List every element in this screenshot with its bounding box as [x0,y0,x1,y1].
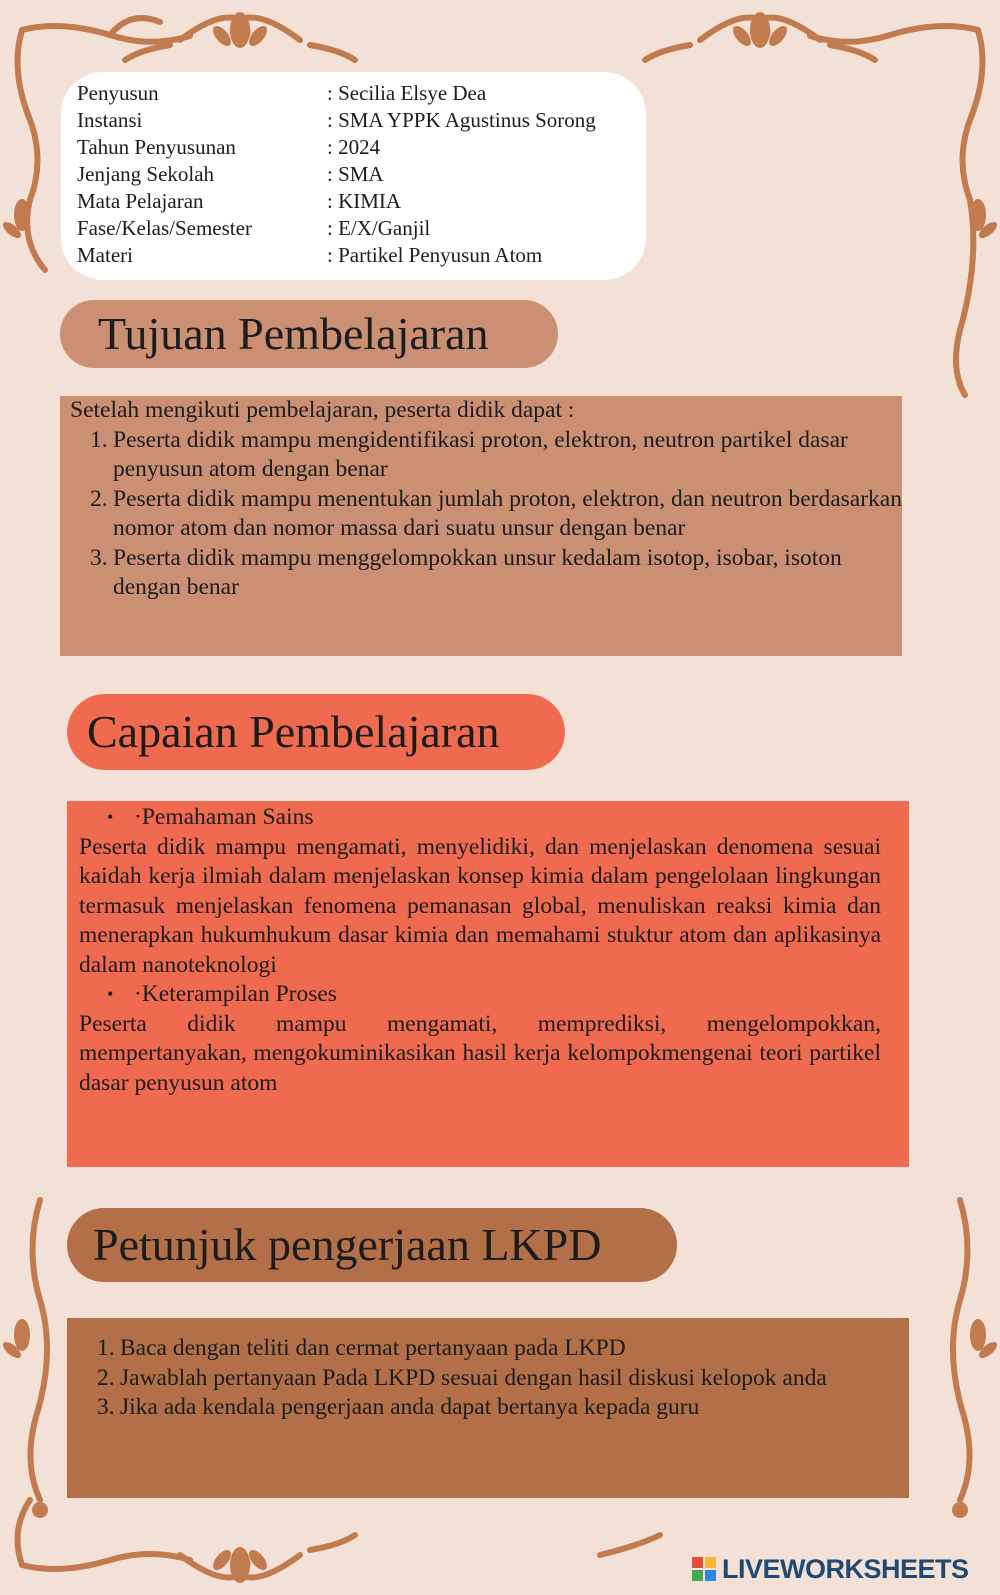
liveworksheets-text: LIVEWORKSHEETS [722,1553,969,1584]
tujuan-intro: Setelah mengikuti pembelajaran, peserta didik dapat : [70,397,575,423]
list-text: Baca dengan teliti dan cermat pertanyaan pada LKPD [120,1335,626,1361]
list-number: 3. [97,1394,115,1420]
list-item [70,544,902,603]
info-row [77,188,646,215]
info-row [77,242,646,269]
petunjuk-list [77,1334,869,1423]
list-number: 2. [97,1364,115,1391]
info-label: Jenjang Sekolah [77,162,215,186]
logo-square [692,1557,703,1568]
list-number: 3. [90,544,108,571]
petunjuk-box [67,1318,909,1498]
list-text: Peserta didik mampu menggelompokkan unsur kedalam isotop, isobar, isoton dengan benar [113,544,842,600]
tujuan-title: Tujuan Pembelajaran [60,300,558,368]
list-text: Jawablah pertanyaan Pada LKPD sesuai dengan hasil diskusi kelopok anda [120,1364,827,1391]
logo-square [692,1570,703,1581]
capaian-heading: • ·Pemahaman Sains [79,803,881,833]
capaian-box [67,801,909,1167]
list-text: Peserta didik mampu menentukan jumlah proton, elektron, dan neutron berdasarkan nomor atom dan nomor massa dari suatu unsur dengan benar [113,485,902,541]
info-value: : KIMIA [327,189,402,213]
capaian-heading: • ·Keterampilan Proses [79,980,881,1010]
info-row [77,80,646,107]
capaian-text: Peserta didik mampu mengamati, memprediksi, mengelompokkan, mempertanyakan, mengokuminikasikan hasil kerja kelompokmengenai teori partikel dasar penyusun atom [79,1010,881,1096]
petunjuk-title: Petunjuk pengerjaan LKPD [67,1208,677,1282]
list-text: Jika ada kendala pengerjaan anda dapat bertanya kepada guru [120,1394,700,1420]
tujuan-box [60,396,902,656]
capaian-text: Peserta didik mampu mengamati, menyelidiki, dan menjelaskan denomena sesuai kaidah kerja ilmiah dalam menjelaskan konsep kimia dalam pengelolaan lingkungan termasuk menjelaskan fenomena pemanasan global, menuliskan reaksi kimia dan menerapkan hukumhukum dasar kimia dan memahami stuktur atom dan aplikasinya dalam nanoteknologi [79,833,881,978]
info-value: : Partikel Penyusun Atom [327,243,543,267]
info-label: Materi [77,243,133,267]
info-label: Fase/Kelas/Semester [77,216,252,240]
list-number: 1. [97,1335,115,1361]
list-number: 1. [90,426,108,453]
info-card [61,72,646,280]
info-label: Penyusun [77,81,159,105]
info-value: : SMA YPPK Agustinus Sorong [327,108,596,132]
liveworksheets-logo-icon [692,1557,716,1581]
list-item [70,485,902,544]
info-label: Mata Pelajaran [77,189,204,213]
liveworksheets-logo [692,1552,992,1586]
info-row [77,134,646,161]
list-text: Peserta didik mampu mengidentifikasi proton, elektron, neutron partikel dasar penyusun atom dengan benar [113,426,848,482]
list-item [77,1334,869,1364]
list-item [77,1393,869,1423]
list-item [70,426,902,485]
capaian-title: Capaian Pembelajaran [67,694,565,770]
info-value: : 2024 [327,135,381,159]
info-label: Instansi [77,108,143,132]
info-value: : Secilia Elsye Dea [327,81,487,105]
tujuan-list [70,426,902,603]
logo-square [705,1557,716,1568]
info-row [77,161,646,188]
logo-square [705,1570,716,1581]
info-value: : SMA [327,162,384,186]
list-number: 2. [90,485,108,512]
info-row [77,107,646,134]
info-value: : E/X/Ganjil [327,216,431,240]
info-label: Tahun Penyusunan [77,135,236,159]
list-item [77,1364,869,1394]
info-row [77,215,646,242]
